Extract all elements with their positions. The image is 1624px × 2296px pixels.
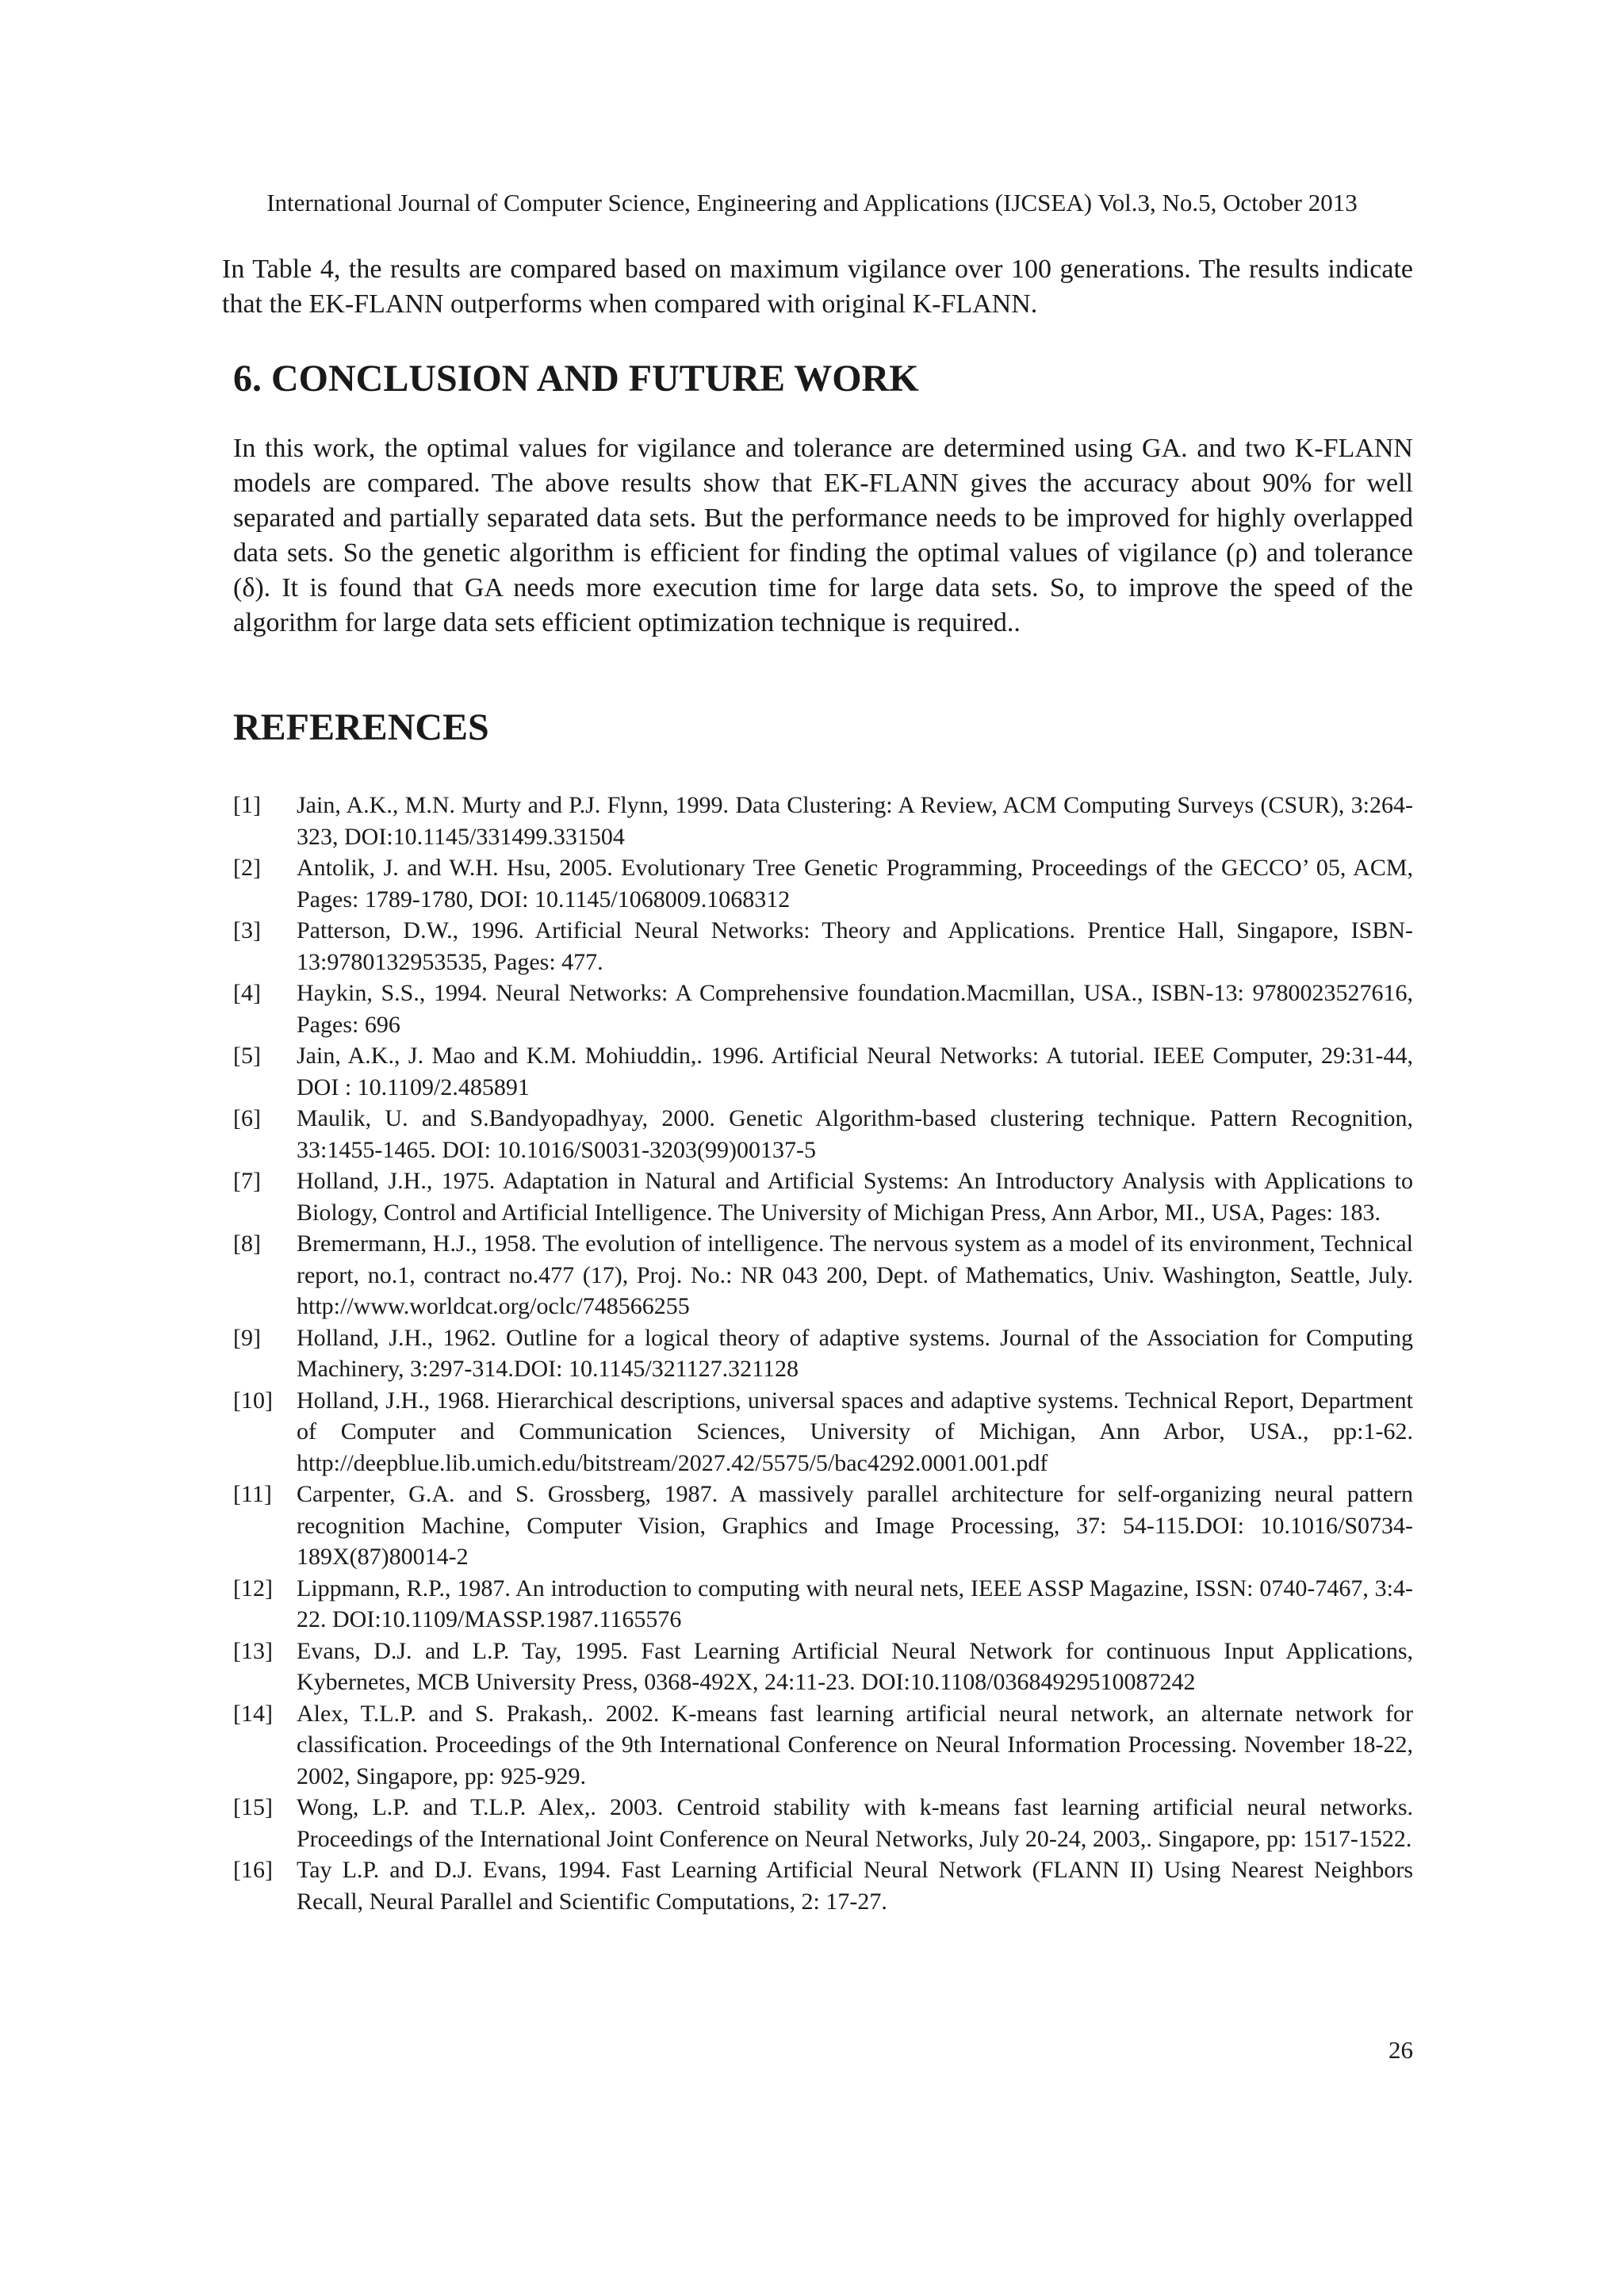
references-heading: REFERENCES [233, 706, 489, 748]
reference-text: Carpenter, G.A. and S. Grossberg, 1987. A massively parallel architecture for self-organizing neural pattern recognition Machine, Computer Vision, Graphics and Image Processing, 37: 54-115.DOI: 10.1016/S0734-189X(87)80014-2 [297, 1481, 1413, 1570]
reference-number: [10] [233, 1387, 273, 1414]
reference-item [233, 1322, 1413, 1385]
reference-text: Lippmann, R.P., 1987. An introduction to computing with neural nets, IEEE ASSP Magazine, ISSN: 0740-7467, 3:4-22. DOI:10.1109/MASSP.1987.1165576 [297, 1575, 1413, 1632]
reference-item [233, 915, 1413, 978]
reference-number: [13] [233, 1637, 273, 1664]
reference-number: [16] [233, 1857, 273, 1883]
reference-item [233, 1165, 1413, 1228]
reference-text: Tay L.P. and D.J. Evans, 1994. Fast Learning Artificial Neural Network (FLANN II) Using Nearest Neighbors Recall, Neural Parallel and Scientific Computations, 2: 17-27. [297, 1857, 1413, 1915]
conclusion-heading: 6. CONCLUSION AND FUTURE WORK [233, 358, 919, 400]
reference-number: [3] [233, 917, 261, 943]
reference-text: Wong, L.P. and T.L.P. Alex,. 2003. Centroid stability with k-means fast learning artificial neural networks. Proceedings of the International Joint Conference on Neural Networks, July 20-24, 2003,. Singapore, pp: 1517-1522. [297, 1794, 1413, 1852]
reference-item [233, 852, 1413, 915]
reference-item [233, 978, 1413, 1040]
intro-paragraph: In Table 4, the results are compared based on maximum vigilance over 100 generations. The results indicate that the EK-FLANN outperforms when compared with original K-FLANN. [222, 254, 1413, 319]
reference-number: [5] [233, 1043, 261, 1069]
reference-item [233, 1636, 1413, 1698]
reference-number: [1] [233, 792, 261, 818]
reference-number: [8] [233, 1230, 261, 1257]
reference-text: Maulik, U. and S.Bandyopadhyay, 2000. Genetic Algorithm-based clustering technique. Pattern Recognition, 33:1455-1465. DOI: 10.1016/S0031-3203(99)00137-5 [297, 1105, 1491, 1163]
reference-text: Patterson, D.W., 1996. Artificial Neural Networks: Theory and Applications. Prentice Hall, Singapore, ISBN- 13:9780132953535, Pages: 477. [297, 917, 1413, 975]
reference-item [233, 1479, 1413, 1573]
reference-text: Antolik, J. and W.H. Hsu, 2005. Evolutionary Tree Genetic Programming, Proceedings of the GECCO’ 05, ACM, Pages: 1789-1780, DOI: 10.1145/1068009.1068312 [297, 855, 1413, 913]
reference-text: Holland, J.H., 1962. Outline for a logical theory of adaptive systems. Journal of the Association for Computing Machinery, 3:297-314.DOI: 10.1145/321127.321128 [297, 1324, 1413, 1382]
reference-number: [9] [233, 1324, 261, 1351]
reference-number: [15] [233, 1794, 273, 1820]
reference-text: Jain, A.K., J. Mao and K.M. Mohiuddin,. 1996. Artificial Neural Networks: A tutorial. IEEE Computer, 29:31-44, DOI : 10.1109/2.485891 [297, 1043, 1413, 1100]
reference-item [233, 1385, 1413, 1479]
reference-text: Holland, J.H., 1975. Adaptation in Natural and Artificial Systems: An Introductory Analysis with Applications to Biology, Control and Artificial Intelligence. The University of Michigan Press, Ann Arbor, MI., USA, Pages: 183. [297, 1168, 1413, 1226]
reference-item [233, 1792, 1413, 1854]
reference-number: [2] [233, 855, 261, 881]
reference-number: [11] [233, 1481, 272, 1507]
reference-number: [12] [233, 1575, 273, 1601]
reference-text: Alex, T.L.P. and S. Prakash,. 2002. K-means fast learning artificial neural network, an alternate network for classification. Proceedings of the 9th International Conference on Neural Information Processing. November 18-22, 2002, Singapore, pp: 925-929. [297, 1700, 1413, 1789]
running-header: International Journal of Computer Science, Engineering and Applications (IJCSEA) Vol.3, No.5, October 2013 [266, 189, 1358, 216]
reference-text: Evans, D.J. and L.P. Tay, 1995. Fast Learning Artificial Neural Network for continuous Input Applications, Kybernetes, MCB University Press, 0368-492X, 24:11-23. DOI:10.1108/03684929510087242 [297, 1637, 1413, 1695]
reference-number: [7] [233, 1168, 261, 1194]
reference-item [233, 1228, 1413, 1322]
page-number: 26 [1388, 2036, 1413, 2064]
reference-item [233, 1573, 1413, 1636]
reference-number: [6] [233, 1105, 261, 1131]
reference-item [233, 1698, 1413, 1793]
reference-text: Bremermann, H.J., 1958. The evolution of intelligence. The nervous system as a model of its environment, Technical report, no.1, contract no.477 (17), Proj. No.: NR 043 200, Dept. of Mathematics, Univ. Washington, Seattle, July. http://www.worldcat.org/oclc/748566255 [297, 1230, 1413, 1319]
reference-item [233, 1854, 1413, 1917]
reference-item [233, 1040, 1413, 1103]
reference-list [233, 790, 1491, 1917]
reference-text: Haykin, S.S., 1994. Neural Networks: A Comprehensive foundation.Macmillan, USA., ISBN-13: 9780023527616, Pages: 696 [297, 980, 1413, 1038]
reference-number: [4] [233, 980, 261, 1006]
conclusion-paragraph: In this work, the optimal values for vigilance and tolerance are determined using GA. and two K-FLANN models are compared. The above results show that EK-FLANN gives the accuracy about 90% for well separated and partially separated data sets. But the performance needs to be improved for highly overlapped data sets. So the genetic algorithm is efficient for finding the optimal values of vigilance (ρ) and tolerance (δ). It is found that GA needs more execution time for large data sets. So, to improve the speed of the algorithm for large data sets efficient optimization technique is required.. [233, 434, 1413, 637]
reference-text: Jain, A.K., M.N. Murty and P.J. Flynn, 1999. Data Clustering: A Review, ACM Computing Surveys (CSUR), 3:264-323, DOI:10.1145/331499.331504 [297, 792, 1413, 850]
reference-number: [14] [233, 1700, 273, 1727]
reference-text: Holland, J.H., 1968. Hierarchical descriptions, universal spaces and adaptive systems. Technical Report, Department of Computer and Communication Sciences, University of Michigan, Ann Arbor, USA., pp:1-62. http://deepblue.lib.umich.edu/bitstream/2027.42/5575/5/bac4292.0001.001.pdf [297, 1387, 1413, 1476]
reference-item [233, 1103, 1491, 1165]
reference-item [233, 790, 1413, 852]
